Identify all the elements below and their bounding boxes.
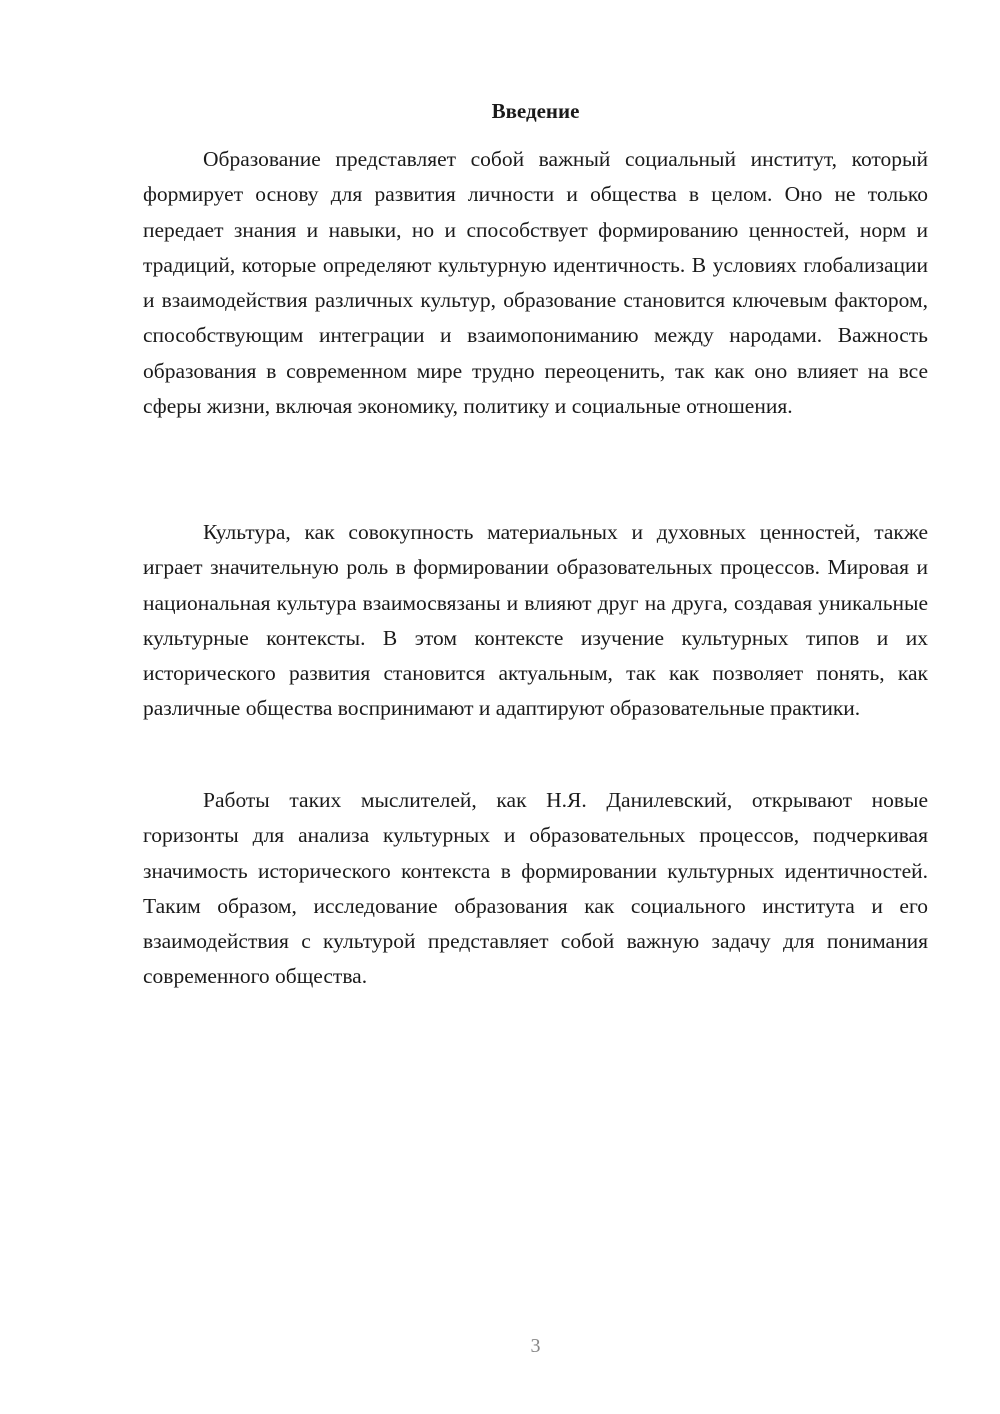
paragraph-3: Работы таких мыслителей, как Н.Я. Данилевский, открывают новые горизонты для анализа культурных и образовательных процессов, подчеркивая значимость исторического контекста в формировании культурных идентичностей. Таким образом, исследование образования как социального института и его взаимодействия с культурой представляет собой важную задачу для понимания современного общества. [143,788,928,989]
page-number: 3 [530,1335,541,1357]
section-heading: Введение [491,99,580,123]
paragraph-2: Культура, как совокупность материальных и духовных ценностей, также играет значительную роль в формировании образовательных процессов. Мировая и национальная культура взаимосвязаны и влияют друг на друга, создавая уникальные культурные контексты. В этом контексте изучение культурных типов и их исторического развития становится актуальным, так как позволяет понять, как различные общества воспринимают и адаптируют образовательные практики. [143,520,928,721]
paragraph-1: Образование представляет собой важный социальный институт, который формирует основу для развития личности и общества в целом. Оно не только передает знания и навыки, но и способствует формированию ценностей, норм и традиций, которые определяют культурную идентичность. В условиях глобализации и взаимодействия различных культур, образование становится ключевым фактором, способствующим интеграции и взаимопониманию между народами. Важность образования в современном мире трудно переоценить, так как оно влияет на все сферы жизни, включая экономику, политику и социальные отношения. [143,147,928,419]
